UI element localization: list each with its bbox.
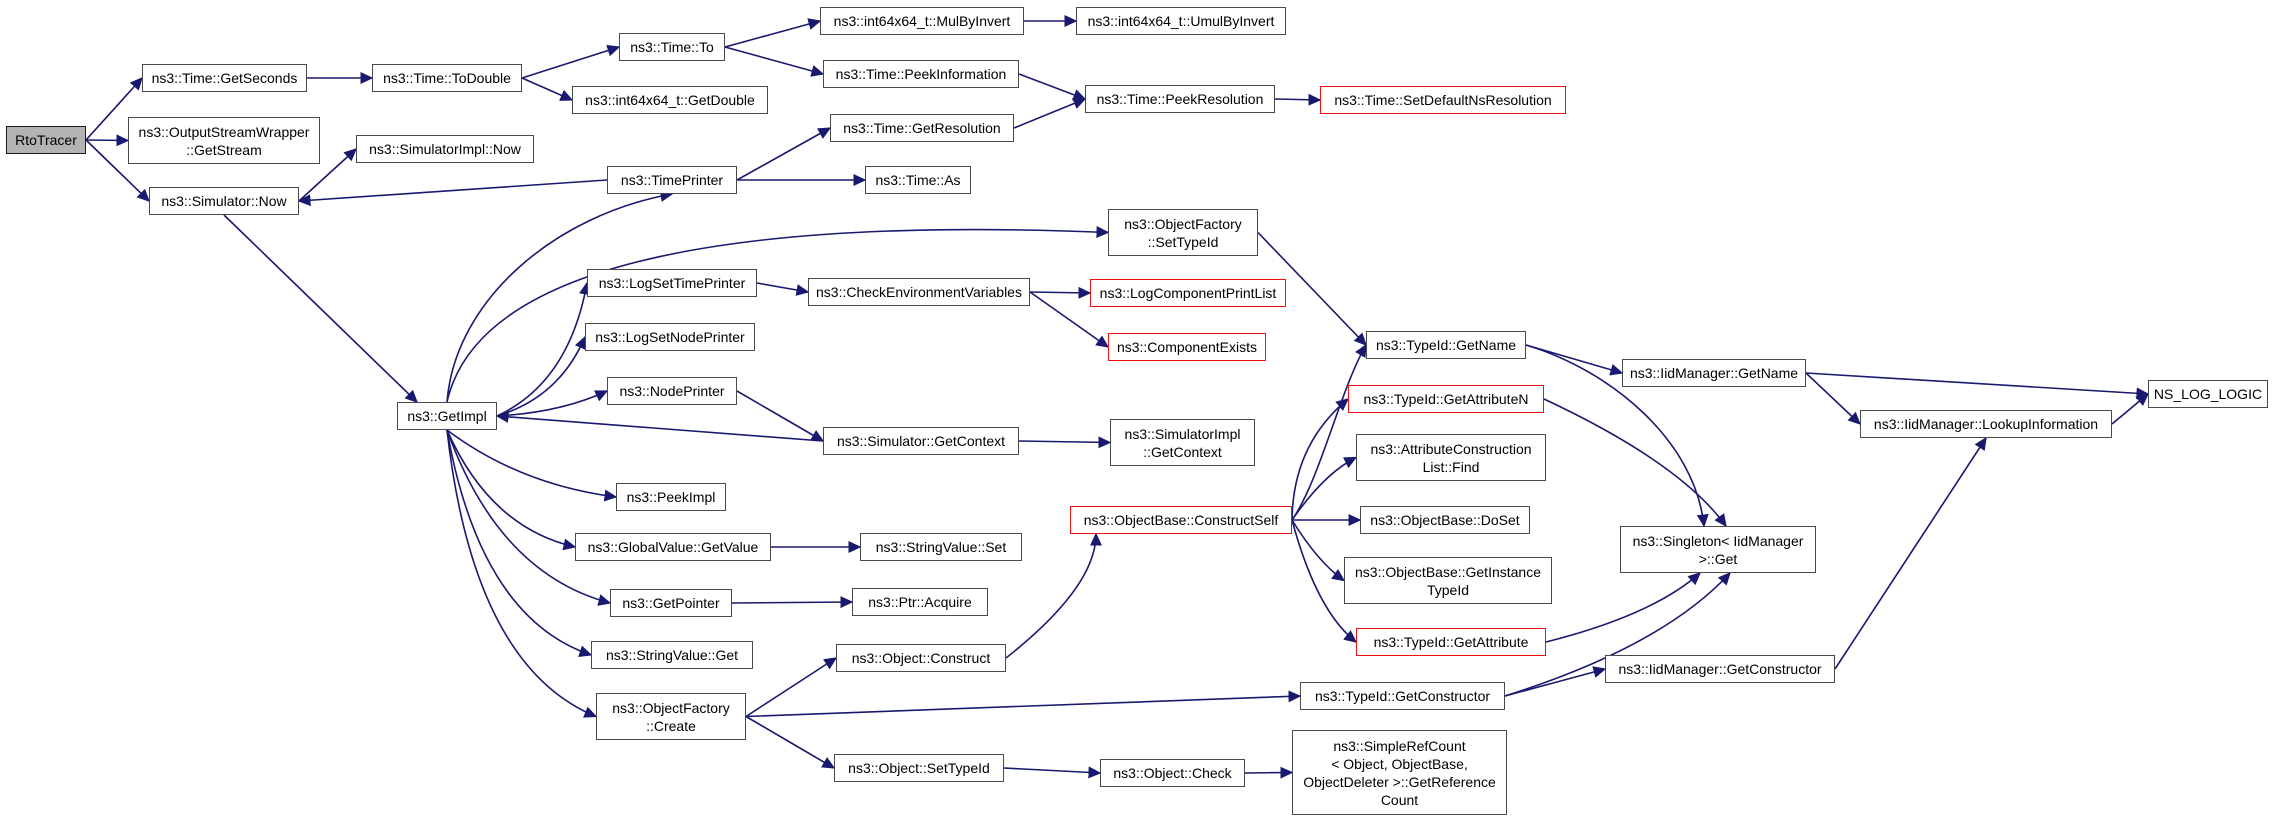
call-edge-constructself-to-typeidgetname	[1292, 345, 1366, 520]
graph-node-objcheck[interactable]	[1100, 759, 1245, 787]
graph-node-label: ns3::LogSetNodePrinter	[595, 329, 745, 345]
call-edge-iidgetname-to-nsloglogic	[1806, 373, 2148, 394]
graph-node-label: ns3::TimePrinter	[620, 172, 724, 188]
graph-node-label: List::Find	[1422, 458, 1480, 475]
call-edge-objcheck-to-simplerefcount	[1245, 773, 1292, 774]
graph-node-todouble[interactable]	[372, 64, 522, 92]
graph-node-label: ns3::LogComponentPrintList	[1099, 285, 1277, 301]
graph-node-constructself[interactable]	[1070, 506, 1292, 534]
graph-node-nodeprinter[interactable]	[607, 377, 737, 405]
graph-node-getimpl[interactable]	[397, 402, 497, 430]
call-edge-constructself-to-getinstancetypeid	[1292, 520, 1344, 581]
graph-node-typeidgetattribute[interactable]	[1356, 628, 1546, 656]
graph-node-getresolution[interactable]	[830, 114, 1014, 142]
graph-node-label: ns3::ObjectBase::ConstructSelf	[1083, 512, 1279, 528]
call-edge-iidgetconstructor-to-lookupinfo	[1835, 438, 1986, 669]
graph-node-peekimpl[interactable]	[616, 483, 726, 511]
graph-node-simimplnow[interactable]	[356, 135, 534, 163]
call-edge-todouble-to-getdouble	[522, 78, 572, 100]
graph-node-label: ns3::Time::PeekResolution	[1096, 91, 1264, 107]
graph-node-label: ns3::PeekImpl	[626, 489, 716, 505]
graph-node-objsettypeid[interactable]	[834, 754, 1004, 782]
call-edge-getimpl-to-nodeprinter	[497, 391, 607, 416]
graph-node-iidgetname[interactable]	[1622, 359, 1806, 387]
graph-node-label: ns3::GetPointer	[622, 595, 720, 611]
graph-node-getpointer[interactable]	[610, 589, 732, 617]
graph-node-typeidgetconstructor[interactable]	[1300, 682, 1505, 710]
graph-node-label: ns3::int64x64_t::GetDouble	[585, 92, 755, 108]
graph-node-label: ns3::SimulatorImpl	[1124, 425, 1241, 442]
graph-node-label: ns3::ComponentExists	[1116, 339, 1258, 355]
graph-node-label: ns3::Time::GetResolution	[843, 120, 1001, 136]
call-edge-nodeprinter-to-simgetcontext	[737, 391, 823, 441]
graph-node-label: TypeId	[1426, 581, 1470, 598]
call-edge-simgetcontext-to-simimplgetcontext	[1019, 441, 1110, 443]
graph-node-label: ns3::SimulatorImpl::Now	[369, 141, 521, 157]
graph-node-checkenv[interactable]	[808, 278, 1030, 306]
call-edge-getimpl-to-timeprinter	[447, 194, 672, 402]
call-edge-getresolution-to-peekresolution	[1014, 99, 1085, 128]
graph-node-iidgetconstructor[interactable]	[1605, 655, 1835, 683]
call-edge-rtotracer-to-getstream	[86, 140, 128, 141]
graph-node-typeidgetname[interactable]	[1366, 331, 1526, 359]
graph-node-label: ns3::Time::To	[630, 39, 714, 55]
graph-node-umulbyinvert[interactable]	[1076, 7, 1286, 35]
graph-node-getinstancetypeid[interactable]	[1344, 557, 1552, 604]
graph-node-label: ns3::CheckEnvironmentVariables	[816, 284, 1022, 300]
graph-node-label: ns3::AttributeConstruction	[1370, 440, 1532, 457]
graph-node-componentexists[interactable]	[1108, 333, 1266, 361]
call-edge-factorycreate-to-objsettypeid	[746, 717, 834, 769]
graph-node-factorycreate[interactable]	[596, 693, 746, 740]
graph-node-doset[interactable]	[1360, 506, 1530, 534]
graph-node-label: ns3::Time::As	[875, 172, 961, 188]
call-edge-typeidgetattribute-to-singletonget	[1546, 573, 1700, 642]
graph-node-timeas[interactable]	[865, 166, 971, 194]
call-edge-timeto-to-peekinfo	[725, 47, 823, 74]
graph-node-label: ns3::ObjectBase::DoSet	[1370, 512, 1520, 528]
call-edge-objsettypeid-to-objcheck	[1004, 768, 1100, 773]
graph-node-factorysettypeid[interactable]	[1108, 209, 1258, 256]
graph-node-label: ns3::ObjectFactory	[612, 699, 730, 716]
graph-node-label: ns3::Object::Check	[1113, 765, 1232, 781]
graph-node-label: ns3::int64x64_t::MulByInvert	[833, 13, 1011, 29]
call-edge-todouble-to-timeto	[522, 47, 619, 78]
call-edge-factorycreate-to-typeidgetconstructor	[746, 696, 1300, 717]
graph-node-label: ns3::NodePrinter	[619, 383, 725, 399]
graph-node-simplerefcount[interactable]	[1292, 730, 1507, 815]
graph-node-label: ns3::TypeId::GetAttributeN	[1363, 391, 1529, 407]
call-edge-getattributen-to-singletonget	[1544, 399, 1726, 526]
graph-node-label: ns3::Time::PeekInformation	[835, 66, 1007, 82]
graph-node-logsettime[interactable]	[587, 269, 757, 297]
graph-node-label: ns3::StringValue::Set	[875, 539, 1007, 555]
graph-node-label: ns3::Ptr::Acquire	[868, 594, 972, 610]
graph-node-simgetcontext[interactable]	[823, 427, 1019, 455]
graph-node-simimplgetcontext[interactable]	[1110, 419, 1255, 466]
graph-node-label: ns3::Object::SetTypeId	[848, 760, 990, 776]
graph-node-globalgetvalue[interactable]	[575, 533, 771, 561]
call-edge-factorycreate-to-objconstruct	[746, 658, 836, 717]
graph-node-label: ns3::StringValue::Get	[605, 647, 739, 663]
call-edge-getpointer-to-ptracquire	[732, 602, 852, 603]
graph-node-label: ns3::int64x64_t::UmulByInvert	[1087, 13, 1275, 29]
graph-node-label: ns3::Simulator::Now	[161, 193, 287, 209]
graph-node-label: NS_LOG_LOGIC	[2153, 386, 2263, 402]
graph-node-label: ns3::IidManager::GetConstructor	[1618, 661, 1822, 677]
graph-node-label: RtoTracer	[15, 132, 77, 148]
graph-node-label: ns3::IidManager::LookupInformation	[1873, 416, 2099, 432]
call-edges	[86, 21, 2148, 773]
graph-node-timeprinter[interactable]	[607, 166, 737, 194]
call-edge-checkenv-to-logcomponentprintlist	[1030, 292, 1090, 293]
call-edge-constructself-to-attrconstrfind	[1292, 458, 1356, 521]
graph-node-singletonget[interactable]	[1620, 526, 1816, 573]
graph-node-attrconstrfind[interactable]	[1356, 434, 1546, 481]
graph-node-peekinfo[interactable]	[823, 60, 1019, 88]
graph-node-label: ns3::Time::ToDouble	[383, 70, 511, 86]
graph-node-label: ns3::GlobalValue::GetValue	[587, 539, 759, 555]
graph-node-ptracquire[interactable]	[852, 588, 988, 616]
graph-node-label: Count	[1380, 791, 1419, 808]
call-edge-peekinfo-to-peekresolution	[1019, 74, 1085, 99]
graph-node-getstream[interactable]	[128, 117, 320, 164]
graph-node-getdouble[interactable]	[572, 86, 768, 114]
graph-node-logsetnode[interactable]	[585, 323, 755, 351]
graph-node-label: ns3::SimpleRefCount	[1333, 737, 1466, 754]
graph-node-timeto[interactable]	[619, 33, 725, 61]
graph-node-mulbyinvert[interactable]	[820, 7, 1024, 35]
call-edge-getimpl-to-factorysettypeid	[447, 230, 1108, 402]
graph-node-label: ns3::ObjectBase::GetInstance	[1355, 563, 1541, 580]
graph-node-stringvalueget[interactable]	[591, 641, 753, 669]
call-edge-getimpl-to-logsettime	[497, 283, 587, 416]
graph-node-label: < Object, ObjectBase,	[1331, 755, 1468, 772]
graph-node-label: ns3::Simulator::GetContext	[836, 433, 1006, 449]
graph-node-label: ::Create	[646, 717, 696, 734]
call-edge-timeprinter-to-getresolution	[737, 128, 830, 180]
graph-node-objconstruct[interactable]	[836, 644, 1006, 672]
graph-node-lookupinfo[interactable]	[1860, 410, 2112, 438]
call-edge-typeidgetconstructor-to-iidgetconstructor	[1505, 669, 1605, 696]
call-edge-timeprinter-to-simnow	[299, 180, 607, 201]
graph-node-nsloglogic[interactable]	[2148, 380, 2268, 408]
graph-node-label: ns3::Time::SetDefaultNsResolution	[1334, 92, 1552, 108]
graph-node-getattributen[interactable]	[1348, 385, 1544, 413]
call-edge-iidgetname-to-lookupinfo	[1806, 373, 1860, 424]
graph-node-label: ns3::OutputStreamWrapper	[138, 123, 310, 140]
graph-node-label: ns3::Object::Construct	[851, 650, 991, 666]
graph-node-label: ::GetStream	[186, 141, 262, 158]
graph-node-label: ns3::Singleton< IidManager	[1632, 532, 1804, 549]
graph-node-label: ns3::IidManager::GetName	[1629, 365, 1799, 381]
graph-node-label: ns3::TypeId::GetConstructor	[1314, 688, 1491, 704]
graph-node-peekresolution[interactable]	[1085, 85, 1275, 113]
call-edge-simgetcontext-to-getimpl	[497, 416, 823, 441]
call-edge-simnow-to-getimpl	[224, 215, 417, 402]
call-edge-logsettime-to-checkenv	[757, 283, 808, 292]
graph-node-logcomponentprintlist[interactable]	[1090, 279, 1286, 307]
graph-node-label: ns3::Time::GetSeconds	[151, 70, 298, 86]
call-edge-timeto-to-mulbyinvert	[725, 21, 820, 47]
graph-node-label: ObjectDeleter >::GetReference	[1303, 773, 1496, 790]
graph-node-label: ns3::LogSetTimePrinter	[598, 275, 746, 291]
graph-node-label: ns3::ObjectFactory	[1124, 215, 1242, 232]
graph-node-label: >::Get	[1698, 550, 1738, 567]
graph-node-getseconds[interactable]	[142, 64, 307, 92]
graph-node-stringvalueset[interactable]	[860, 533, 1022, 561]
graph-node-label: ns3::TypeId::GetName	[1375, 337, 1517, 353]
graph-node-label: ::GetContext	[1143, 443, 1222, 460]
call-edge-peekresolution-to-setdefaultns	[1275, 99, 1320, 100]
graph-node-rtotracer	[6, 126, 86, 154]
graph-node-label: ns3::TypeId::GetAttribute	[1373, 634, 1529, 650]
graph-node-label: ns3::GetImpl	[407, 408, 487, 424]
call-edge-getimpl-to-getpointer	[447, 430, 610, 603]
graph-node-label: ::SetTypeId	[1147, 233, 1219, 250]
call-edge-lookupinfo-to-nsloglogic	[2112, 394, 2148, 424]
graph-node-setdefaultns[interactable]	[1320, 86, 1566, 114]
call-edge-getimpl-to-globalgetvalue	[447, 430, 575, 547]
graph-node-simnow[interactable]	[149, 187, 299, 215]
